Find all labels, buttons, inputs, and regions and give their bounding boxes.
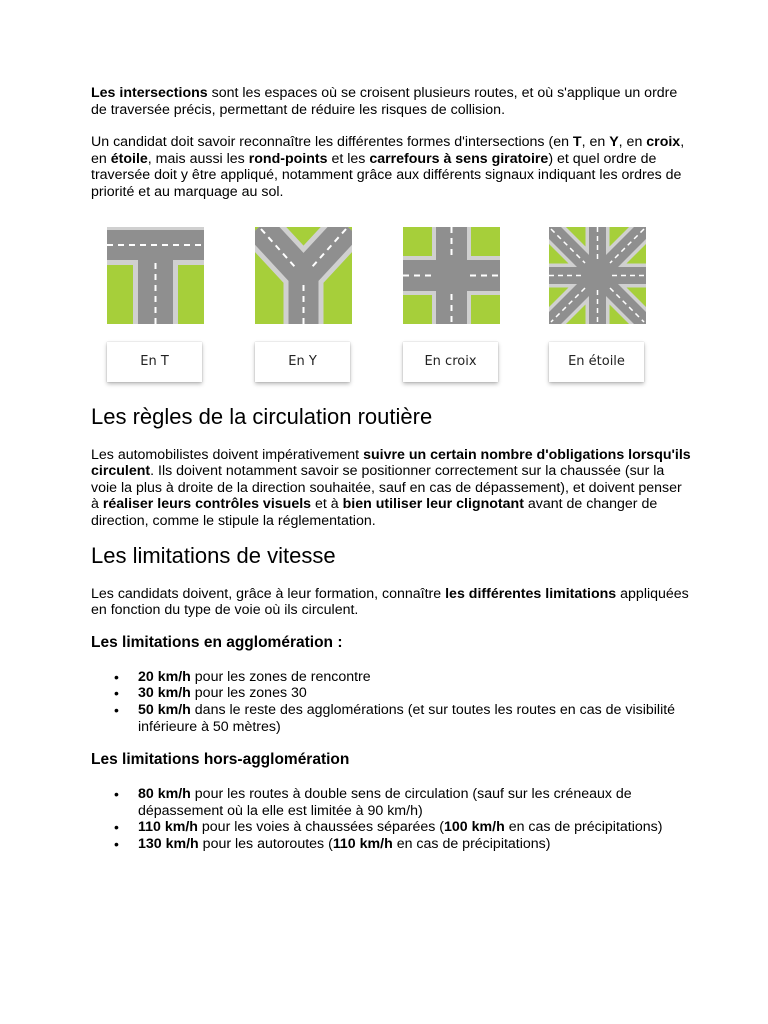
text-span: Un candidat doit savoir reconnaître les différentes formes d'intersections (en: [91, 134, 573, 151]
text-span: . Ils doivent notamment savoir se positionner correctement sur la chaussée (sur la voie la plus à droite de la direction souhaitée, sauf en cas de dépassement), et doivent penser à: [91, 463, 682, 513]
text-span: en cas de précipitations): [504, 819, 663, 836]
bold-term: carrefours à sens giratoire: [369, 150, 549, 167]
speed-value: 30 km/h: [138, 685, 191, 702]
bold-term: croix: [646, 134, 681, 151]
speed-value: 130 km/h: [138, 835, 199, 852]
urban-limits-list: [91, 669, 691, 735]
star-intersection-icon: [549, 227, 646, 324]
text-span: , mais aussi les: [147, 150, 249, 167]
bold-term: réaliser leurs contrôles visuels: [102, 496, 312, 513]
text-span: et à: [311, 496, 343, 513]
list-item: [138, 702, 691, 735]
bold-term: étoile: [110, 150, 148, 167]
list-item: [138, 669, 691, 686]
text-span: Les automobilistes doivent impérativement: [91, 446, 364, 463]
list-item: [138, 836, 691, 853]
text-span: , en: [581, 134, 610, 151]
text-span: appliquées en fonction du type de voie où ils circulent.: [91, 585, 689, 619]
speed-value: 20 km/h: [138, 668, 191, 685]
list-item: [138, 786, 691, 819]
text-span: et les: [327, 150, 370, 167]
rural-limits-list: [91, 786, 691, 852]
bold-term: les différentes limitations: [445, 585, 617, 602]
y-intersection-icon: [255, 227, 352, 324]
text-span: avant de changer de direction, comme le stipule la réglementation.: [91, 496, 658, 529]
intro-bold-term: Les intersections: [91, 85, 208, 101]
text-span: en cas de précipitations): [392, 835, 551, 852]
section-heading-speed: Les limitations de vitesse: [91, 542, 336, 568]
text-span: dans le reste des agglomérations (et sur toutes les routes en cas de visibilité inférieure à 50 mètres): [138, 701, 676, 735]
text-span: , en: [618, 134, 647, 151]
text-span: Les candidats doivent, grâce à leur formation, connaître: [91, 585, 446, 602]
intro-text: sont les espaces où se croisent plusieurs routes, et où s'applique un ordre de traversée précis, permettant de réduire les risques de collision.: [91, 85, 678, 118]
text-span: pour les autoroutes (: [198, 835, 333, 852]
speed-value: 100 km/h: [444, 819, 505, 836]
list-item: [138, 685, 691, 702]
bold-term: suivre un certain nombre d'obligations lorsqu'ils circulent: [91, 446, 691, 480]
bold-term: T: [572, 134, 582, 151]
diagram-label-cross: En croix: [403, 342, 498, 382]
intersection-diagrams: [91, 227, 691, 392]
document-page: [91, 85, 691, 852]
subheading-rural: Les limitations hors-agglomération: [91, 751, 350, 769]
speed-value: 50 km/h: [138, 701, 191, 718]
subheading-urban: Les limitations en agglomération :: [91, 633, 343, 651]
text-span: ) et quel ordre de traversée doit y être appliqué, notamment grâce aux différents signaux indiquant les ordres de priorité et au marquage au sol.: [91, 150, 682, 200]
text-span: pour les routes à double sens de circulation (sauf sur les créneaux de dépassement où la elle est limitée à 90 km/h): [138, 786, 632, 819]
diagram-label-y: En Y: [255, 342, 350, 382]
text-span: pour les zones de rencontre: [190, 668, 371, 685]
diagram-label-star: En étoile: [549, 342, 644, 382]
section-heading-rules: Les règles de la circulation routière: [91, 403, 433, 429]
speed-value: 110 km/h: [332, 835, 393, 852]
text-span: pour les zones 30: [190, 685, 307, 702]
intro-paragraph-2: [91, 134, 691, 200]
rules-paragraph: [91, 447, 691, 530]
text-span: pour les voies à chaussées séparées (: [197, 819, 445, 836]
diagram-label-t: En T: [107, 342, 202, 382]
t-intersection-icon: [107, 227, 204, 324]
bold-term: rond-points: [248, 150, 328, 167]
bold-term: bien utiliser leur clignotant: [342, 496, 524, 513]
speed-value: 110 km/h: [138, 819, 198, 836]
intro-paragraph-1: [91, 85, 691, 118]
speed-paragraph: [91, 586, 691, 619]
speed-value: 80 km/h: [138, 786, 191, 803]
list-item: [138, 819, 691, 836]
text-span: , en: [91, 134, 685, 167]
bold-term: Y: [609, 134, 619, 151]
cross-intersection-icon: [403, 227, 500, 324]
